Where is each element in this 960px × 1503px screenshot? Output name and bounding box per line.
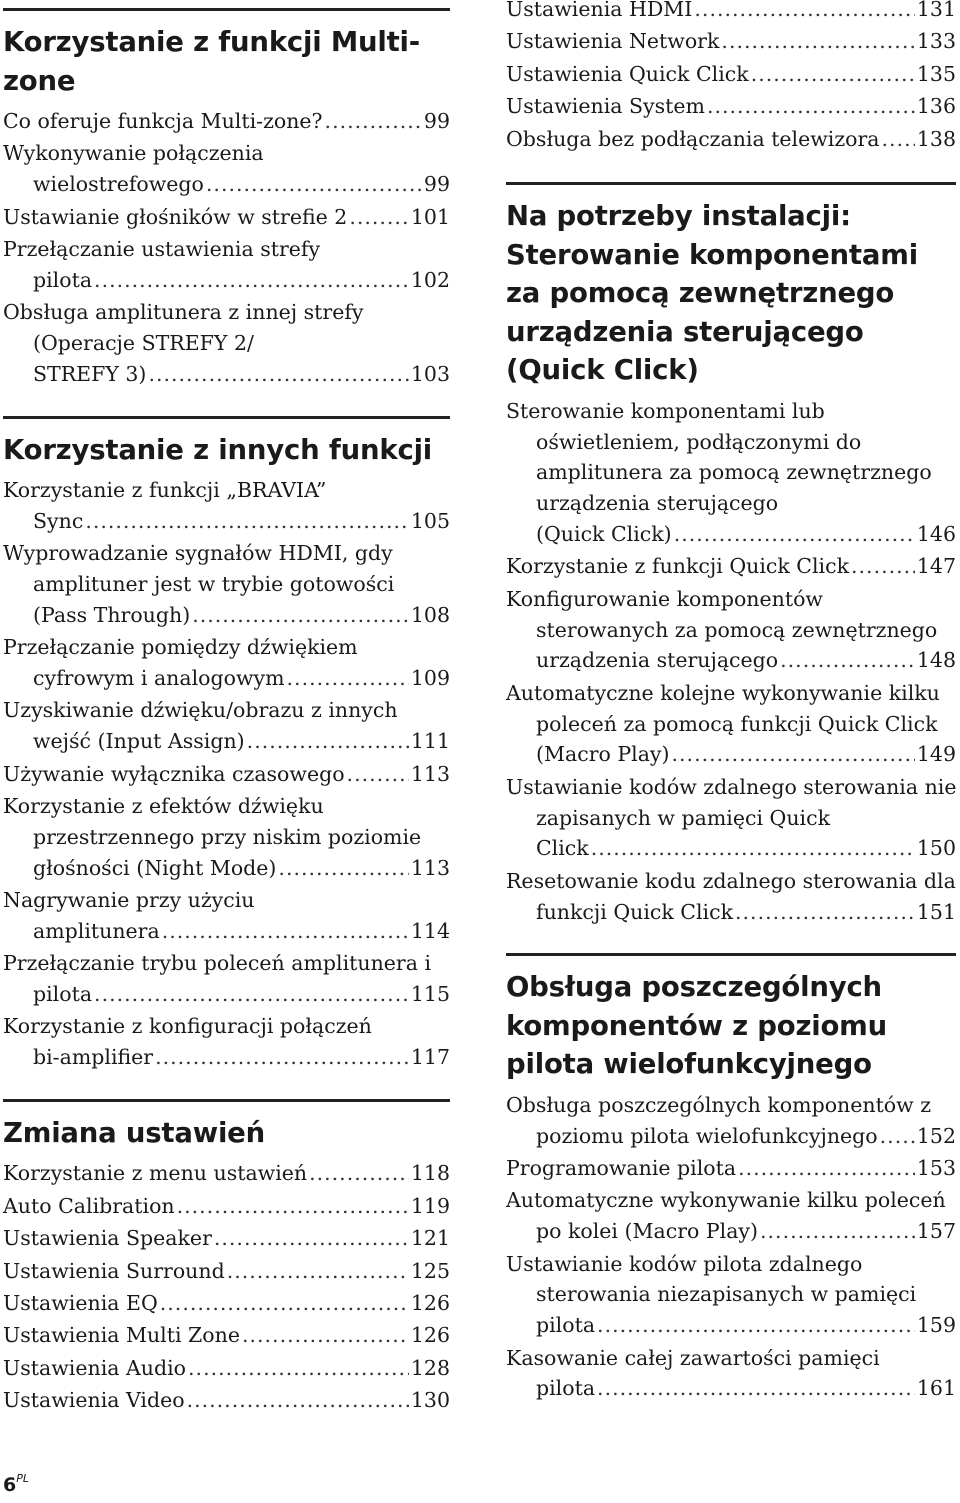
toc-section	[3, 1099, 450, 1416]
dot-leader	[851, 551, 915, 582]
dot-leader	[94, 265, 409, 296]
toc-entry[interactable]	[506, 0, 956, 25]
toc-continuation	[506, 0, 956, 154]
toc-entry-text: urządzenia sterującego	[536, 491, 779, 516]
dot-leader	[247, 726, 409, 757]
toc-entry-last-line	[506, 833, 956, 864]
toc-page-number: 103	[410, 361, 450, 386]
toc-entry-text: Co oferuje funkcja Multi-zone?	[3, 109, 323, 133]
toc-section	[506, 182, 956, 927]
toc-page-number: 113	[410, 761, 450, 786]
toc-entry-text: Programowanie pilota	[506, 1156, 737, 1181]
toc-entry-last-line	[3, 600, 450, 631]
toc-entry-text: Sync	[33, 508, 84, 533]
toc-entry-text: Ustawienia System	[506, 94, 705, 119]
toc-entry[interactable]	[3, 202, 450, 233]
toc-entry[interactable]	[506, 772, 956, 864]
toc-entry-text: oświetleniem, podłączonymi do	[536, 429, 862, 454]
dot-leader	[177, 1191, 409, 1222]
toc-entry-text: sterowanych za pomocą zewnętrznego	[536, 617, 938, 642]
toc-entry[interactable]	[3, 948, 450, 1010]
toc-entry-text: Ustawienia Network	[506, 29, 720, 54]
toc-page-number: 114	[410, 918, 450, 943]
dot-leader	[721, 26, 914, 57]
toc-entry-text: poziomu pilota wielofunkcyjnego	[536, 1123, 878, 1148]
toc-entry-last-line	[506, 739, 956, 770]
dot-leader	[707, 91, 915, 122]
dot-leader	[597, 1310, 915, 1341]
page-footer	[3, 1474, 29, 1496]
language-code: PL	[16, 1472, 29, 1485]
toc-page-number: 148	[916, 648, 956, 673]
toc-entry[interactable]	[3, 1011, 450, 1073]
toc-entry-text: (Macro Play)	[536, 742, 670, 767]
toc-entry-last-line	[3, 1385, 450, 1416]
toc-entry-text: Ustawianie kodów pilota zdalnego	[506, 1251, 863, 1276]
toc-entry[interactable]	[3, 1353, 450, 1384]
toc-entry-last-line	[3, 916, 450, 947]
toc-entry-text: głośności (Night Mode)	[33, 855, 277, 880]
toc-entry-text: pilota	[33, 267, 93, 292]
toc-section	[3, 416, 450, 1073]
toc-entry-last-line	[506, 897, 956, 928]
dot-leader	[160, 1288, 409, 1319]
toc-page-number: 113	[410, 855, 450, 880]
dot-leader	[882, 124, 915, 155]
left-column	[3, 8, 450, 1418]
toc-entry-last-line	[3, 106, 450, 137]
toc-entry-text: Przełączanie trybu poleceń amplitunera i	[3, 951, 432, 976]
section-heading	[3, 23, 450, 100]
dot-leader	[287, 663, 409, 694]
toc-entry-last-line	[506, 124, 956, 155]
toc-entry-text: (Operacje STREFY 2/	[33, 330, 254, 355]
toc-entry-last-line	[3, 1353, 450, 1384]
toc-page-number: 153	[916, 1156, 956, 1181]
section-rule	[3, 1099, 450, 1102]
toc-entry[interactable]	[506, 678, 956, 770]
toc-entry[interactable]	[506, 91, 956, 122]
toc-entry-text: pilota	[536, 1313, 596, 1338]
toc-entry-text: amplitunera	[33, 918, 160, 943]
section-heading-line: komponentów z poziomu	[506, 1009, 888, 1042]
toc-entry-last-line	[506, 1153, 956, 1184]
toc-entry-text: Sterowanie komponentami lub	[506, 398, 825, 423]
toc-entry-text: Przełączanie ustawienia strefy	[3, 236, 321, 261]
toc-entry-text: (Quick Click)	[536, 522, 672, 547]
toc-page-number: 138	[916, 126, 956, 151]
dot-leader	[85, 506, 409, 537]
toc-entry-last-line	[3, 1191, 450, 1222]
dot-leader	[738, 1153, 915, 1184]
toc-page-number: 108	[410, 602, 450, 627]
toc-entry-text: Nagrywanie przy użyciu	[3, 887, 255, 912]
toc-entry[interactable]	[3, 695, 450, 757]
section-rule	[3, 8, 450, 11]
section-heading-line: Zmiana ustawień	[3, 1116, 265, 1149]
toc-entry-text: Korzystanie z funkcji Quick Click	[506, 554, 850, 579]
toc-page-number: 151	[916, 899, 956, 924]
toc-entry-text: sterowania niezapisanych w pamięci	[536, 1282, 917, 1307]
toc-entry-text: funkcji Quick Click	[536, 899, 734, 924]
toc-page-number: 131	[916, 0, 956, 21]
toc-entry[interactable]	[3, 791, 450, 883]
section-heading	[506, 197, 956, 390]
toc-entry-text: Auto Calibration	[3, 1193, 175, 1218]
toc-entry[interactable]	[3, 234, 450, 296]
section-heading-line: urządzenia sterującego	[506, 315, 864, 348]
dot-leader	[880, 1121, 915, 1152]
toc-entry-text: przestrzennego przy niskim poziomie	[33, 824, 422, 849]
toc-entry-text: Wykonywanie połączenia	[3, 141, 264, 166]
toc-entry-text: Korzystanie z menu ustawień	[3, 1161, 308, 1186]
dot-leader	[187, 1385, 409, 1416]
toc-entry[interactable]	[506, 59, 956, 90]
toc-entry-text: Korzystanie z funkcji „BRAVIA”	[3, 478, 327, 503]
toc-entry-last-line	[3, 1320, 450, 1351]
toc-entry-text: Ustawienia Video	[3, 1388, 185, 1413]
section-heading-line: pilota wielofunkcyjnego	[506, 1048, 872, 1081]
dot-leader	[597, 1373, 915, 1404]
toc-entry[interactable]	[506, 26, 956, 57]
dot-leader	[674, 519, 915, 550]
section-heading-line: Na potrzeby instalacji:	[506, 200, 851, 233]
toc-entry[interactable]	[3, 632, 450, 694]
toc-page-number: 105	[410, 508, 450, 533]
toc-page-number: 119	[410, 1193, 450, 1218]
toc-page-number: 146	[916, 522, 956, 547]
toc-entry-text: Ustawianie kodów zdalnego sterowania nie	[506, 774, 957, 799]
toc-entry[interactable]	[506, 1249, 956, 1341]
toc-entry[interactable]	[3, 297, 450, 389]
toc-entry-text: (Pass Through)	[33, 602, 191, 627]
toc-entry[interactable]	[506, 124, 956, 155]
toc-entry-text: Ustawienia Quick Click	[506, 61, 749, 86]
toc-entry-last-line	[506, 551, 956, 582]
toc-entry-last-line	[3, 663, 450, 694]
toc-page-number: 101	[410, 204, 450, 229]
toc-entry[interactable]	[3, 759, 450, 790]
dot-leader	[206, 169, 422, 200]
toc-entry-last-line	[506, 519, 956, 550]
toc-section	[3, 8, 450, 390]
dot-leader	[735, 897, 915, 928]
toc-page-number: 128	[410, 1355, 450, 1380]
toc-entry-last-line	[3, 169, 450, 200]
dot-leader	[162, 916, 409, 947]
toc-page-number: 161	[916, 1376, 956, 1401]
toc-page-number: 133	[916, 29, 956, 54]
dot-leader	[694, 0, 914, 25]
toc-entry-text: STREFY 3)	[33, 361, 147, 386]
toc-entry[interactable]	[3, 138, 450, 200]
toc-entry[interactable]	[506, 551, 956, 582]
section-rule	[3, 416, 450, 419]
dot-leader	[242, 1320, 409, 1351]
toc-entry-text: Ustawienia EQ	[3, 1291, 158, 1315]
toc-entry-text: Obsługa poszczególnych komponentów z	[506, 1092, 932, 1117]
toc-entry[interactable]	[3, 1320, 450, 1351]
toc-page-number: 109	[410, 666, 450, 691]
section-heading-line: za pomocą zewnętrznego	[506, 277, 895, 310]
toc-entry-last-line	[3, 506, 450, 537]
dot-leader	[347, 759, 409, 790]
toc-entry-text: Uzyskiwanie dźwięku/obrazu z innych	[3, 698, 398, 723]
toc-entry-text: Korzystanie z efektów dźwięku	[3, 793, 324, 818]
toc-entry-text: pilota	[33, 981, 93, 1006]
section-heading	[3, 431, 450, 470]
toc-entry-last-line	[3, 265, 450, 296]
toc-page-number: 118	[410, 1161, 450, 1186]
toc-entry-text: Ustawianie głośników w strefie 2	[3, 204, 348, 229]
toc-entry-last-line	[506, 645, 956, 676]
dot-leader	[751, 59, 915, 90]
dot-leader	[214, 1223, 409, 1254]
toc-entry-text: bi-amplifier	[33, 1045, 154, 1070]
toc-page-number: 126	[410, 1291, 450, 1315]
toc-entry-text: pilota	[536, 1376, 596, 1401]
toc-entry-last-line	[506, 0, 956, 25]
dot-leader	[94, 979, 409, 1010]
toc-entry[interactable]	[3, 1223, 450, 1254]
toc-entry[interactable]	[506, 866, 956, 928]
toc-entry-last-line	[3, 1288, 450, 1319]
toc-entry-last-line	[3, 202, 450, 233]
toc-entry-text: po kolei (Macro Play)	[536, 1219, 759, 1244]
toc-page-number: 111	[410, 729, 450, 754]
toc-page-number: 149	[916, 742, 956, 767]
toc-entry-text: Automatyczne wykonywanie kilku poleceń	[506, 1188, 946, 1213]
toc-entry-text: Kasowanie całej zawartości pamięci	[506, 1345, 880, 1370]
toc-entry[interactable]	[506, 1153, 956, 1184]
toc-entry[interactable]	[3, 1158, 450, 1189]
toc-entry-text: Click	[536, 836, 589, 861]
toc-entry-last-line	[506, 1121, 956, 1152]
toc-entry-last-line	[3, 359, 450, 390]
toc-page-number: 99	[423, 172, 450, 197]
toc-entry-text: Obsługa bez podłączania telewizora	[506, 126, 880, 151]
toc-entry-last-line	[3, 726, 450, 757]
toc-entry-text: Ustawienia Speaker	[3, 1226, 212, 1251]
toc-page-number: 121	[410, 1226, 450, 1251]
section-heading-line: Sterowanie komponentami	[506, 238, 918, 271]
section-rule	[506, 182, 956, 185]
toc-entry-last-line	[506, 1216, 956, 1247]
toc-page-number: 159	[916, 1313, 956, 1338]
toc-entry[interactable]	[3, 1191, 450, 1222]
toc-entry-text: Używanie wyłącznika czasowego	[3, 761, 345, 786]
toc-entry[interactable]	[3, 1288, 450, 1319]
toc-page-number: 135	[916, 61, 956, 86]
toc-entry[interactable]	[506, 1343, 956, 1405]
toc-entry-text: poleceń za pomocą funkcji Quick Click	[536, 711, 938, 736]
section-heading-line: Korzystanie z innych funkcji	[3, 433, 433, 466]
toc-entry-text: amplitunera za pomocą zewnętrznego	[536, 460, 932, 485]
dot-leader	[188, 1353, 409, 1384]
section-heading-line: Korzystanie z funkcji Multi-	[3, 26, 420, 58]
dot-leader	[278, 853, 408, 884]
toc-entry[interactable]	[506, 396, 956, 550]
toc-page-number: 102	[410, 267, 450, 292]
toc-entry-text: zapisanych w pamięci Quick	[536, 805, 830, 830]
toc-entry[interactable]	[506, 1185, 956, 1247]
toc-entry-text: wielostrefowego	[33, 172, 204, 197]
toc-page-number: 147	[916, 554, 956, 579]
toc-page-number: 136	[916, 94, 956, 119]
toc-entry-text: wejść (Input Assign)	[33, 729, 245, 754]
toc-entry-text: Ustawienia Multi Zone	[3, 1323, 240, 1348]
toc-entry-text: Korzystanie z konfiguracji połączeń	[3, 1014, 372, 1039]
section-heading	[506, 968, 956, 1084]
toc-entry-text: amplituner jest w trybie gotowości	[33, 572, 395, 597]
toc-entry[interactable]	[506, 584, 956, 676]
dot-leader	[309, 1158, 409, 1189]
toc-entry-last-line	[506, 1373, 956, 1404]
dot-leader	[192, 600, 409, 631]
dot-leader	[349, 202, 409, 233]
toc-page-number: 157	[916, 1219, 956, 1244]
toc-entry-last-line	[3, 853, 450, 884]
toc-entry-text: Ustawienia Surround	[3, 1258, 225, 1283]
section-heading	[3, 1114, 450, 1153]
toc-entry-text: Ustawienia Audio	[3, 1355, 187, 1380]
toc-entry-last-line	[3, 979, 450, 1010]
toc-entry-text: cyfrowym i analogowym	[33, 666, 285, 691]
dot-leader	[591, 833, 915, 864]
dot-leader	[155, 1042, 409, 1073]
toc-entry-last-line	[3, 1223, 450, 1254]
right-column	[506, 0, 956, 1406]
toc-page-number: 152	[916, 1123, 956, 1148]
dot-leader	[672, 739, 915, 770]
toc-section	[506, 953, 956, 1404]
toc-entry-text: Konfigurowanie komponentów	[506, 586, 823, 611]
dot-leader	[148, 359, 408, 390]
toc-entry-text: urządzenia sterującego	[536, 648, 779, 673]
toc-entry-last-line	[506, 91, 956, 122]
toc-entry[interactable]	[3, 885, 450, 947]
toc-entry-text: Przełączanie pomiędzy dźwiękiem	[3, 635, 358, 660]
toc-entry-text: Automatyczne kolejne wykonywanie kilku	[506, 680, 940, 705]
section-rule	[506, 953, 956, 956]
toc-entry-last-line	[3, 759, 450, 790]
toc-entry[interactable]	[3, 538, 450, 630]
toc-entry-last-line	[3, 1042, 450, 1073]
toc-entry-text: Wyprowadzanie sygnałów HDMI, gdy	[3, 541, 393, 566]
toc-page-number: 150	[916, 836, 956, 861]
dot-leader	[760, 1216, 915, 1247]
toc-page-number: 115	[410, 981, 450, 1006]
toc-page-number: 125	[410, 1258, 450, 1283]
section-heading-line: (Quick Click)	[506, 354, 699, 387]
toc-entry-last-line	[3, 1158, 450, 1189]
toc-page-number: 126	[410, 1323, 450, 1348]
toc-entry[interactable]	[3, 1385, 450, 1416]
toc-page-number: 117	[410, 1045, 450, 1070]
section-heading-line: Obsługa poszczególnych	[506, 971, 882, 1004]
dot-leader	[325, 106, 422, 137]
page-number: 6	[3, 1474, 17, 1496]
toc-entry-text: Resetowanie kodu zdalnego sterowania dla	[506, 868, 956, 893]
dot-leader	[780, 645, 915, 676]
toc-page-number: 99	[423, 109, 450, 133]
toc-entry-text: Ustawienia HDMI	[506, 0, 693, 21]
toc-entry-last-line	[506, 26, 956, 57]
toc-entry[interactable]	[3, 1256, 450, 1287]
section-heading-line: zone	[3, 64, 76, 97]
toc-entry-text: Obsługa amplitunera z innej strefy	[3, 300, 364, 325]
toc-entry-last-line	[506, 59, 956, 90]
toc-entry[interactable]	[506, 1090, 956, 1152]
toc-entry[interactable]	[3, 106, 450, 137]
toc-page-number: 130	[410, 1388, 450, 1413]
toc-entry-last-line	[3, 1256, 450, 1287]
dot-leader	[227, 1256, 409, 1287]
toc-entry-last-line	[506, 1310, 956, 1341]
toc-entry[interactable]	[3, 475, 450, 537]
